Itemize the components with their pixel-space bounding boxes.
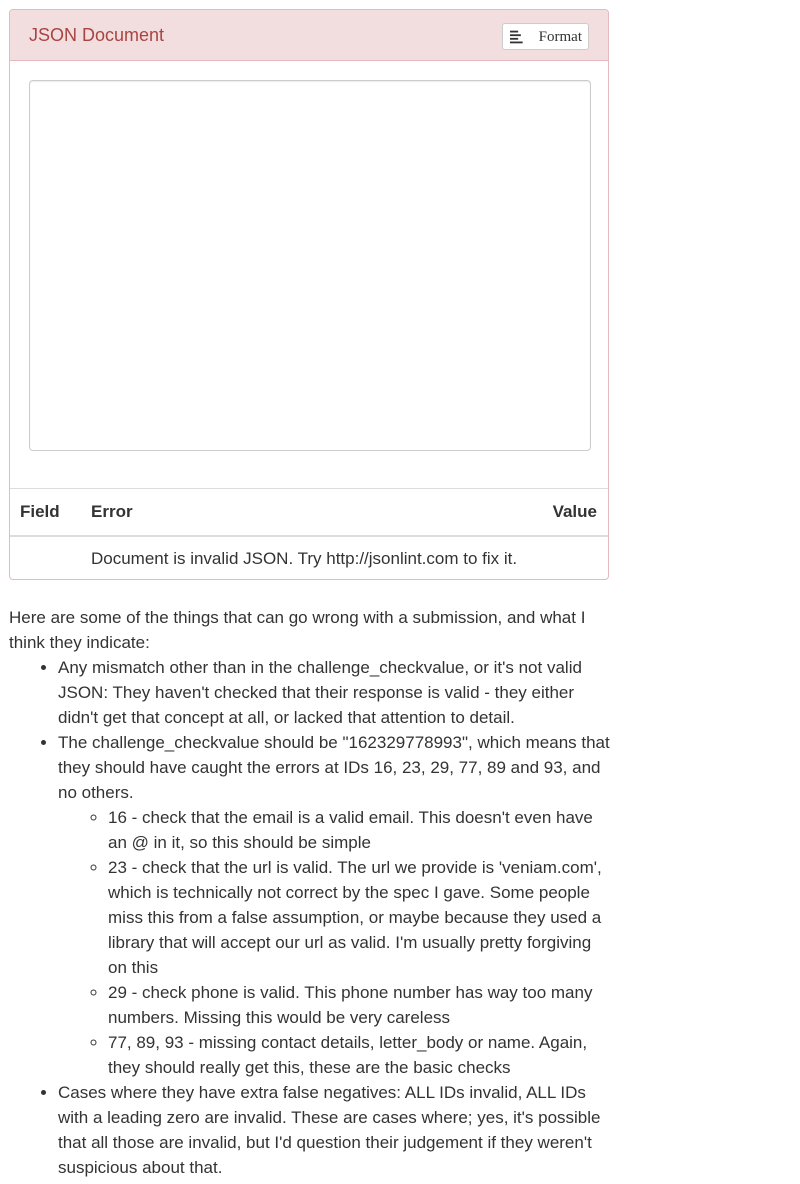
notes-sublist bbox=[58, 805, 614, 1080]
list-item: • Any mismatch other than in the challenge_checkvalue, or it's not valid JSON: They haven't checked that their response is valid - they either didn't get that concept at all, or lacked that attention to detail. bbox=[58, 655, 614, 730]
validation-errors-table bbox=[10, 489, 608, 580]
sublist-item: ◦ 23 - check that the url is valid. The url we provide is 'veniam.com', which is technically not correct by the spec I gave. Some people miss this from a false assumption, or maybe because they used a library that will accept our url as valid. I'm usually pretty forgiving on this bbox=[108, 855, 614, 980]
row-field-cell bbox=[10, 536, 91, 580]
row-value-cell bbox=[548, 536, 608, 580]
table-row bbox=[10, 536, 608, 580]
list-item: • Cases where they have extra false negatives: ALL IDs invalid, ALL IDs with a leading zero are invalid. These are cases where; yes, it's possible that all those are invalid, but I'd question their judgement if they weren't suspicious about that. bbox=[58, 1080, 614, 1180]
sublist-item: ◦ 77, 89, 93 - missing contact details, letter_body or name. Again, they should really get this, these are the basic checks bbox=[108, 1030, 614, 1080]
row-error-cell: Document is invalid JSON. Try http://jsonlint.com to fix it. bbox=[91, 549, 518, 568]
notes-section bbox=[9, 605, 614, 1180]
json-editor-textarea[interactable] bbox=[29, 80, 591, 451]
column-header-value: Value bbox=[548, 489, 608, 536]
format-button-label: Format bbox=[538, 29, 582, 45]
sublist-item: ◦ 29 - check phone is valid. This phone number has way too many numbers. Missing this would be very careless bbox=[108, 980, 614, 1030]
column-header-field: Field bbox=[10, 489, 91, 536]
notes-intro: Here are some of the things that can go wrong with a submission, and what I think they indicate: bbox=[9, 608, 586, 652]
format-button[interactable] bbox=[502, 23, 589, 50]
align-left-icon bbox=[510, 30, 523, 44]
json-document-panel bbox=[9, 9, 609, 580]
notes-list bbox=[9, 655, 614, 1180]
editor-area bbox=[10, 61, 608, 489]
sublist-item: ◦ 16 - check that the email is a valid email. This doesn't even have an @ in it, so this should be simple bbox=[108, 805, 614, 855]
panel-heading bbox=[10, 10, 608, 61]
table-header-row bbox=[10, 489, 608, 536]
column-header-error: Error bbox=[91, 489, 548, 536]
list-item-text: The challenge_checkvalue should be "162329778993", which means that they should have caught the errors at IDs 16, 23, 29, 77, 89 and 93, and no others. bbox=[58, 733, 610, 802]
panel-title: JSON Document bbox=[29, 25, 165, 45]
list-item bbox=[58, 730, 614, 1080]
